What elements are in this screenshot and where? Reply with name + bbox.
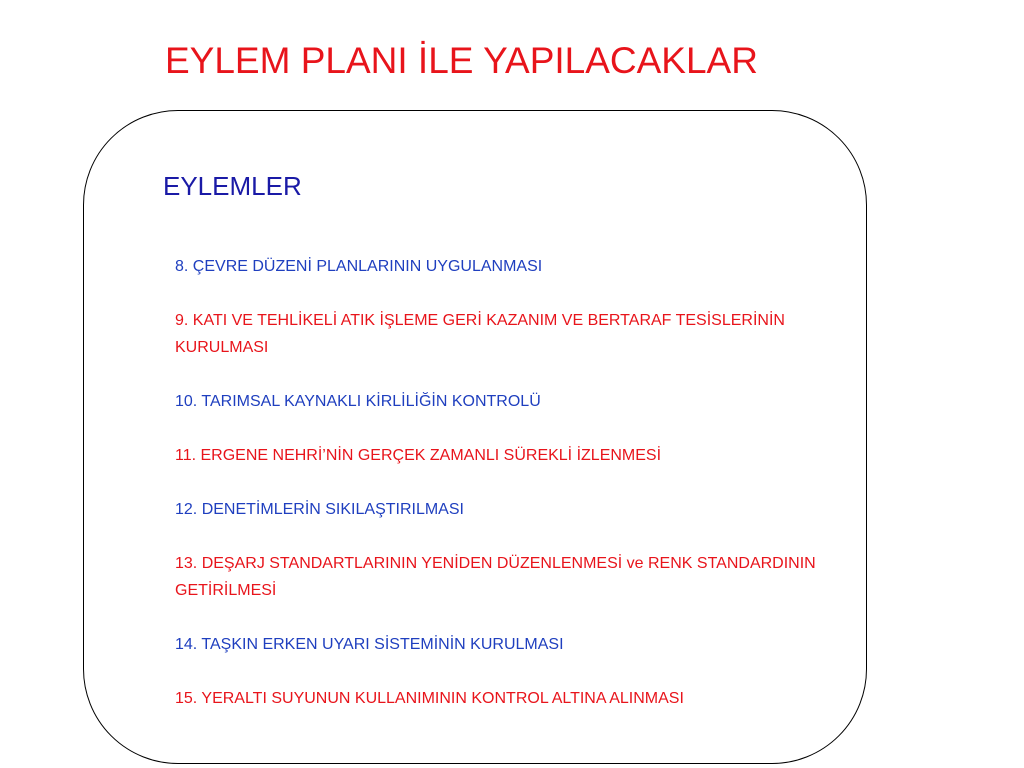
action-item-14: 14. TAŞKIN ERKEN UYARI SİSTEMİNİN KURULMASI [175,636,564,653]
action-item-9: 9. KATI VE TEHLİKELİ ATIK İŞLEME GERİ KAZANIM VE BERTARAF TESİSLERİNİN KURULMASI [175,312,785,356]
action-item-13: 13. DEŞARJ STANDARTLARININ YENİDEN DÜZENLENMESİ ve RENK STANDARDININ GETİRİLMESİ [175,555,816,599]
action-item-11: 11. ERGENE NEHRİ’NİN GERÇEK ZAMANLI SÜREKLİ İZLENMESİ [175,447,662,464]
action-item-8: 8. ÇEVRE DÜZENİ PLANLARININ UYGULANMASI [175,258,543,275]
section-heading: EYLEMLER [163,171,302,201]
action-item-12: 12. DENETİMLERİN SIKILAŞTIRILMASI [175,501,464,518]
action-item-10: 10. TARIMSAL KAYNAKLI KİRLİLİĞİN KONTROLÜ [175,393,541,410]
slide-title: EYLEM PLANI İLE YAPILACAKLAR [165,40,758,81]
action-item-15: 15. YERALTI SUYUNUN KULLANIMININ KONTROL ALTINA ALINMASI [175,690,684,707]
action-list [175,253,835,739]
